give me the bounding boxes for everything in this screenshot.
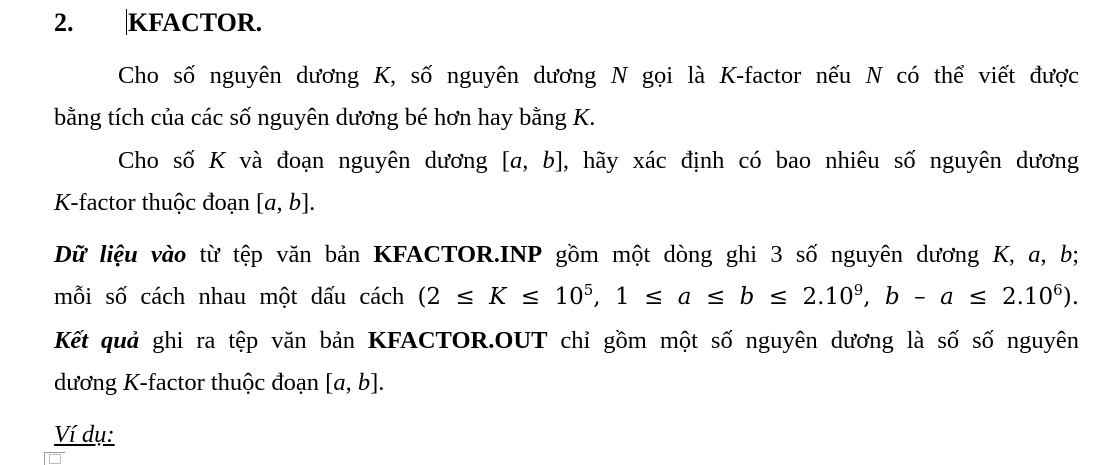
var-a: a [509,147,523,174]
text-run: -factor thuộc đoạn [ [70,189,265,216]
text-run: ]. [370,369,385,396]
var-n: N [865,62,882,89]
text-run: , [345,369,358,396]
var-k: K [208,147,226,174]
input-label: Dữ liệu vào [54,241,187,268]
math-run: – [899,284,941,310]
math-run: ≤ 10 [506,284,584,310]
problem-heading [54,6,262,40]
math-run: ≤ 2.10 [754,284,854,310]
math-run: ). [1062,284,1080,310]
paragraph-line [54,320,1079,362]
problem-title: KFACTOR. [128,8,263,37]
var-a: a [940,284,954,310]
var-k: K [373,62,390,89]
text-run: ], hãy xác định có bao nhiêu số nguyên dương [554,147,1079,174]
var-b: b [288,189,301,216]
paragraph-output-spec [54,320,1079,404]
var-b: b [885,284,900,310]
var-k: K [54,189,71,216]
example-label: Ví dụ: [54,421,115,448]
math-run: ≤ 2.10 [953,284,1054,310]
var-k: K [719,62,736,89]
problem-number: 2. [54,8,74,37]
text-run: bằng tích của các số nguyên dương bé hơn hay bằng [54,104,573,131]
var-n: N [610,62,628,89]
var-k: K [572,104,590,131]
var-b: b [542,147,555,174]
var-b: b [357,369,371,396]
var-k: K [992,241,1009,268]
text-run: có thể viết được [881,62,1079,89]
math-run: (2 ≤ [417,284,490,310]
text-run: và đoạn nguyên dương [ [225,147,510,174]
text-run: , [1040,241,1060,268]
text-run: gồm một dòng ghi 3 số nguyên dương [542,241,993,268]
text-run: ghi ra tệp văn bản [139,327,368,354]
math-run: , [863,284,886,310]
math-run: ≤ [691,284,740,310]
input-filename: KFACTOR.INP [373,241,543,268]
var-a: a [1028,241,1041,268]
text-run: mỗi số cách nhau một dấu cách [54,283,418,310]
paragraph-definition [54,55,1079,139]
var-k: K [489,284,507,310]
var-a: a [264,189,277,216]
var-a: a [333,369,346,396]
table-handle-icon [49,454,61,464]
text-run: , [276,189,289,216]
text-cursor [126,9,127,35]
text-run: . [589,104,596,131]
text-run: , [1008,241,1029,268]
constraints-formula [417,281,1080,310]
table-move-handle[interactable] [44,452,65,465]
paragraph-line [54,234,1079,276]
text-run: ]. [300,189,316,216]
paragraph-line [54,55,1079,97]
text-run: gọi là [627,62,720,89]
paragraph-task [54,140,1079,224]
text-run: ; [1072,241,1079,268]
text-run: -factor thuộc đoạn [ [139,369,334,396]
exponent: 5 [583,281,594,299]
var-b: b [739,284,755,310]
text-run: , [522,147,543,174]
output-label: Kết quả [54,327,140,354]
text-run: Cho số [118,147,209,174]
exponent: 9 [853,281,864,299]
var-k: K [123,369,140,396]
var-b: b [1059,241,1073,268]
paragraph-line [54,276,1079,318]
paragraph-line [54,97,1079,139]
text-run: -factor nếu [735,62,866,89]
output-filename: KFACTOR.OUT [367,327,548,354]
text-run: dương [54,369,124,396]
text-run: từ tệp văn bản [186,241,374,268]
text-run: , số nguyên dương [389,62,611,89]
exponent: 6 [1053,281,1063,299]
text-run: chỉ gồm một số nguyên dương là số số nguyên [547,327,1079,354]
var-a: a [677,284,692,310]
math-run: , 1 ≤ [593,284,678,310]
paragraph-line [54,362,1079,404]
paragraph-input-spec [54,234,1079,318]
paragraph-line [54,182,1079,224]
paragraph-line [54,140,1079,182]
text-run: Cho số nguyên dương [118,62,374,89]
